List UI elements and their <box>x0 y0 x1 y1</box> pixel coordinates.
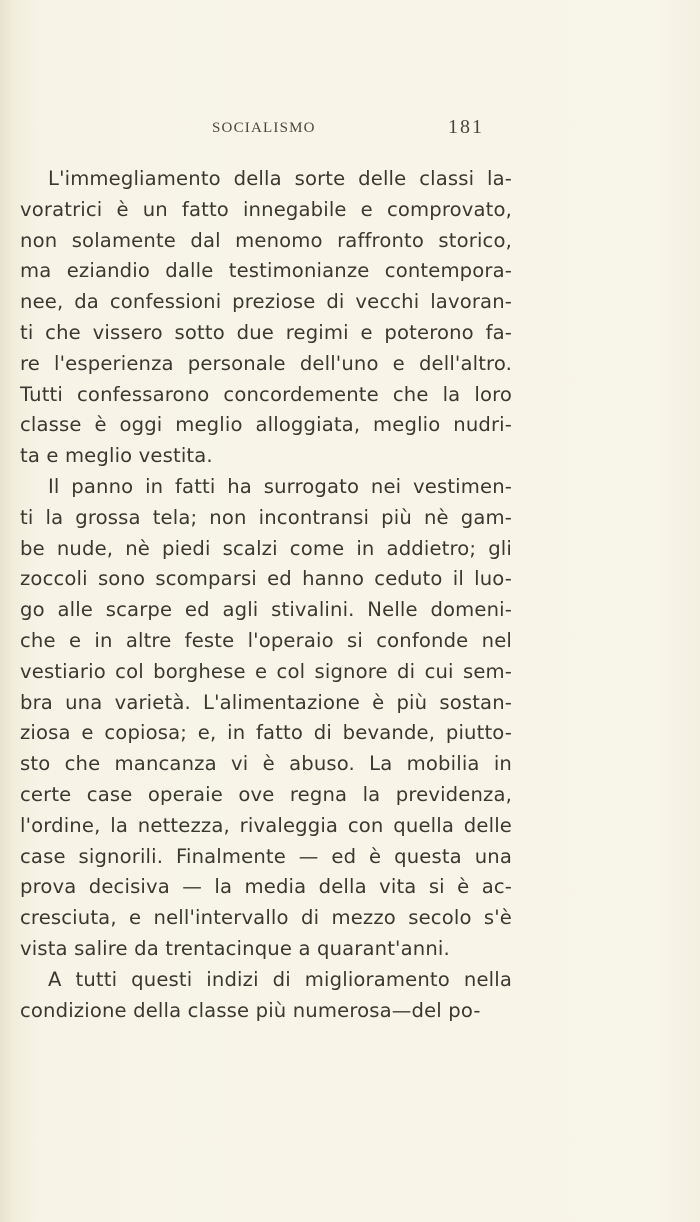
text-line: ti la grossa tela; non incontransi più nè gam- <box>20 505 512 529</box>
text-line: nee, da confessioni preziose di vecchi lavoran- <box>20 290 512 314</box>
paragraph <box>20 965 512 1027</box>
text-line: be nude, nè piedi scalzi come in addietro; gli <box>20 536 512 560</box>
text-line: voratrici è un fatto innegabile e comprovato, <box>20 197 512 221</box>
text-line: vista salire da trentacinque a quarant'anni. <box>20 936 450 960</box>
text-line: case signorili. Finalmente — ed è questa una <box>20 844 512 868</box>
text-line: vestiario col borghese e col signore di cui sem- <box>20 659 512 683</box>
text-line: prova decisiva — la media della vita si è ac- <box>20 875 512 899</box>
text-line: cresciuta, e nell'intervallo di mezzo secolo s'è <box>20 906 512 930</box>
text-line: condizione della classe più numerosa—del po- <box>20 998 481 1022</box>
text-line: ziosa e copiosa; e, in fatto di bevande, piutto- <box>20 721 512 745</box>
text-line: zoccoli sono scomparsi ed hanno ceduto il luo- <box>20 567 512 591</box>
text-line: A tutti questi indizi di miglioramento nella <box>48 967 512 991</box>
paragraph <box>20 164 512 472</box>
running-title: SOCIALISMO <box>212 120 316 136</box>
text-line: che e in altre feste l'operaio si confonde nel <box>20 628 512 652</box>
text-line: go alle scarpe ed agli stivalini. Nelle domeni- <box>20 598 512 622</box>
paragraph <box>20 472 512 965</box>
text-line: non solamente dal menomo raffronto storico, <box>20 228 512 252</box>
text-line: Tutti confessarono concordemente che la loro <box>20 382 512 406</box>
page-number: 181 <box>448 116 484 138</box>
text-line: classe è oggi meglio alloggiata, meglio nudri- <box>20 413 512 437</box>
body-text <box>20 164 512 1026</box>
text-line: certe case operaie ove regna la previdenza, <box>20 782 512 806</box>
text-line: re l'esperienza personale dell'uno e dell'altro. <box>20 351 512 375</box>
text-line: L'immegliamento della sorte delle classi la- <box>48 167 512 190</box>
text-line: Il panno in fatti ha surrogato nei vestimen- <box>48 474 512 498</box>
text-line: ti che vissero sotto due regimi e poterono fa- <box>20 320 512 344</box>
page-header <box>0 118 700 142</box>
text-line: ma eziandio dalle testimonianze contempora- <box>20 259 512 283</box>
text-line: sto che mancanza vi è abuso. La mobilia in <box>20 752 512 776</box>
text-line: ta e meglio vestita. <box>20 444 213 468</box>
text-line: bra una varietà. L'alimentazione è più sostan- <box>20 690 512 714</box>
text-line: l'ordine, la nettezza, rivaleggia con quella delle <box>20 813 512 837</box>
